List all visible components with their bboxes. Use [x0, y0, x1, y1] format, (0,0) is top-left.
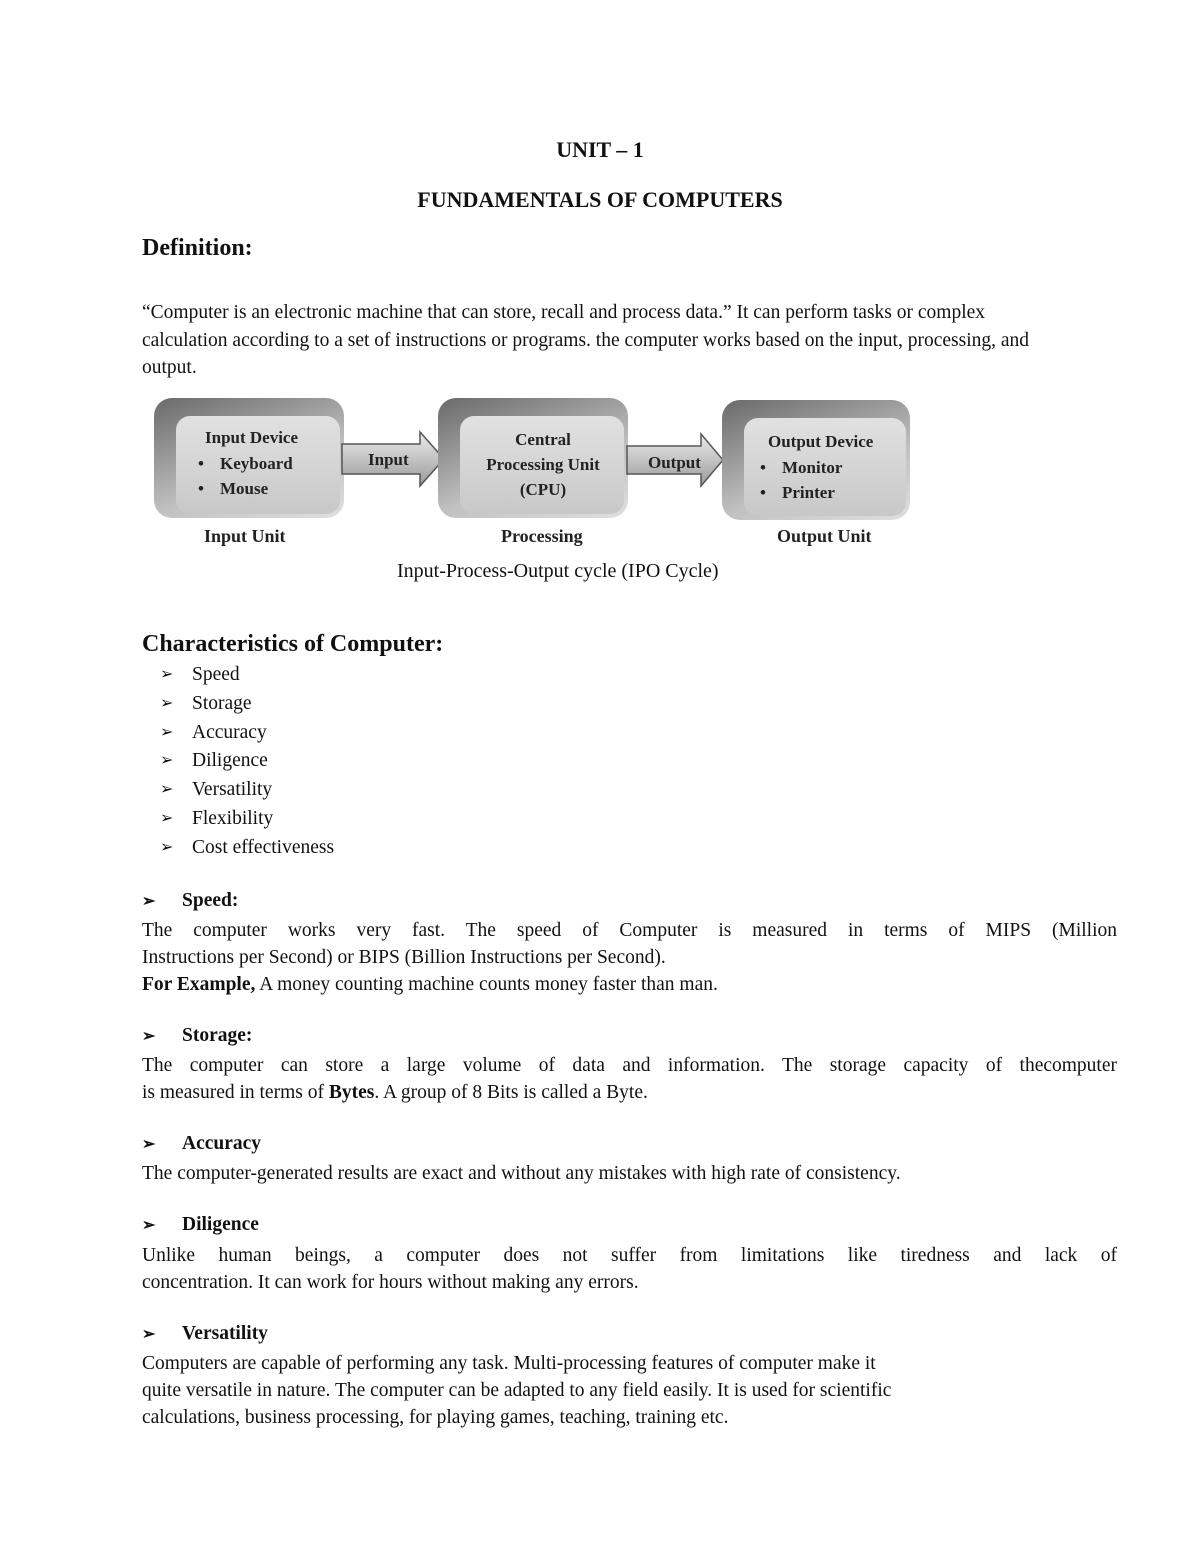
- page-title: FUNDAMENTALS OF COMPUTERS: [417, 187, 783, 212]
- storage-line2: is measured in terms of Bytes. A group of 8 Bits is called a Byte.: [142, 1082, 648, 1103]
- accuracy-line1: The computer-generated results are exact and without any mistakes with high rate of consistency.: [142, 1163, 901, 1184]
- arrowhead-bullet-icon: ➢: [160, 666, 174, 683]
- arrowhead-bullet-icon: ➢: [142, 1136, 156, 1153]
- cpu-line3: (CPU): [519, 480, 567, 499]
- list-item: ➢ Cost effectiveness: [160, 834, 334, 863]
- accuracy-heading: ➢ Accuracy: [142, 1133, 262, 1154]
- arrowhead-bullet-icon: ➢: [142, 1217, 156, 1234]
- arrowhead-bullet-icon: ➢: [160, 752, 174, 770]
- output-item: • Monitor: [760, 458, 843, 477]
- arrowhead-bullet-icon: ➢: [160, 809, 174, 827]
- ipo-diagram: [150, 394, 920, 554]
- output-item: • Printer: [760, 483, 835, 502]
- arrowhead-bullet-icon: ➢: [160, 838, 174, 856]
- list-item: ➢ Versatility: [160, 776, 334, 805]
- speed-line2: Instructions per Second) or BIPS (Billion Instructions per Second).: [142, 947, 666, 968]
- diligence-line2: concentration. It can work for hours without making any errors.: [142, 1272, 639, 1293]
- characteristics-list: [160, 661, 334, 863]
- definition-text: “Computer is an electronic machine that can store, recall and process data.” It can perform tasks or complex calculation according to a set of instructions or programs. the computer works based on the input, processing, and output.: [142, 302, 1030, 378]
- versatility-heading: ➢ Versatility: [142, 1323, 268, 1344]
- cpu-line1: Central: [515, 430, 571, 449]
- arrowhead-bullet-icon: ➢: [160, 694, 174, 712]
- arrowhead-bullet-icon: ➢: [142, 1028, 156, 1045]
- arrowhead-bullet-icon: ➢: [142, 893, 156, 910]
- arrowhead-bullet-icon: ➢: [142, 1326, 156, 1343]
- definition-heading: Definition:: [142, 235, 253, 261]
- output-unit-label: Output Unit: [777, 526, 872, 546]
- input-unit-label: Input Unit: [204, 526, 286, 546]
- storage-line1: The computer can store a large volume of data and information. The storage capacity of thecomputer: [142, 1055, 1117, 1076]
- input-arrow-label: Input: [368, 450, 409, 469]
- versatility-line3: calculations, business processing, for playing games, teaching, training etc.: [142, 1407, 729, 1428]
- versatility-line1: Computers are capable of performing any task. Multi-processing features of computer make it: [142, 1353, 876, 1374]
- diligence-line1: Unlike human beings, a computer does not suffer from limitations like tiredness and lack of: [142, 1245, 1117, 1266]
- diagram-caption: Input-Process-Output cycle (IPO Cycle): [397, 560, 719, 582]
- input-item: • Mouse: [198, 479, 269, 498]
- input-item: • Keyboard: [198, 454, 293, 473]
- diligence-heading: ➢ Diligence: [142, 1214, 259, 1235]
- list-item: ➢ Speed: [160, 661, 334, 690]
- cpu-line2: Processing Unit: [486, 455, 600, 474]
- unit-number: UNIT – 1: [556, 137, 644, 162]
- characteristics-heading: Characteristics of Computer:: [142, 631, 444, 657]
- list-item: ➢ Accuracy: [160, 719, 334, 748]
- speed-example: For Example, A money counting machine counts money faster than man.: [142, 974, 718, 995]
- output-arrow-label: Output: [648, 453, 701, 472]
- list-item: ➢ Flexibility: [160, 805, 334, 834]
- speed-heading: ➢ Speed:: [142, 890, 239, 911]
- list-item: ➢ Storage: [160, 690, 334, 719]
- list-item: ➢ Diligence: [160, 747, 334, 776]
- processing-label: Processing: [501, 526, 583, 546]
- speed-line1: The computer works very fast. The speed of Computer is measured in terms of MIPS (Million: [142, 920, 1117, 941]
- storage-heading: ➢ Storage:: [142, 1025, 253, 1046]
- output-device-title: Output Device: [768, 432, 874, 451]
- arrowhead-bullet-icon: ➢: [160, 781, 174, 799]
- versatility-line2: quite versatile in nature. The computer can be adapted to any field easily. It is used for scientific: [142, 1380, 892, 1401]
- arrowhead-bullet-icon: ➢: [160, 723, 174, 741]
- input-device-title: Input Device: [205, 428, 299, 447]
